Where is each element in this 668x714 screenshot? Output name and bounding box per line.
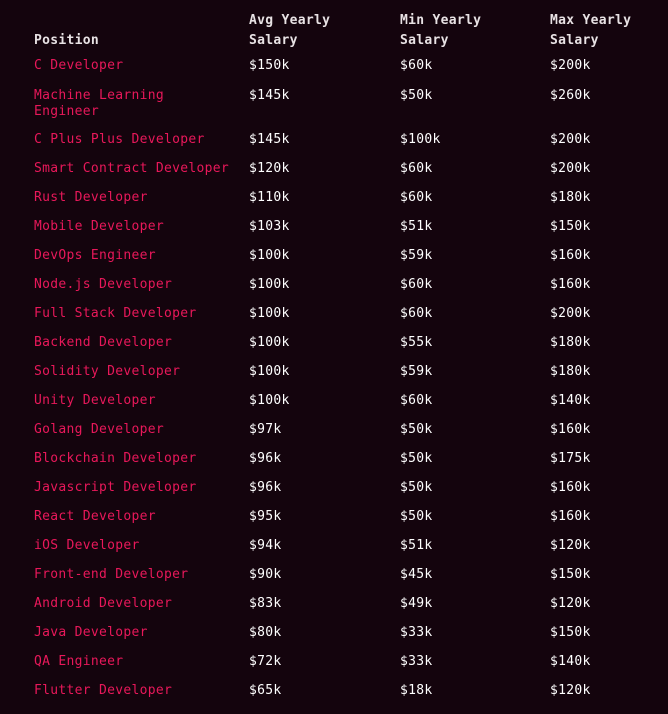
min-salary-cell: $50k	[400, 88, 433, 103]
position-cell[interactable]: Unity Developer	[34, 393, 156, 408]
position-cell[interactable]: Rust Developer	[34, 190, 148, 205]
avg-salary-cell: $94k	[249, 538, 282, 553]
max-salary-cell: $200k	[550, 161, 591, 176]
min-salary-cell: $51k	[400, 538, 433, 553]
table-row	[0, 474, 668, 503]
position-cell[interactable]: Flutter Developer	[34, 683, 173, 698]
header-min-line1: Min Yearly	[400, 13, 482, 28]
max-salary-cell: $175k	[550, 451, 591, 466]
position-cell[interactable]: Backend Developer	[34, 335, 173, 350]
avg-salary-cell: $72k	[249, 654, 282, 669]
table-row	[0, 126, 668, 155]
max-salary-cell: $160k	[550, 422, 591, 437]
max-salary-cell: $150k	[550, 219, 591, 234]
avg-salary-cell: $96k	[249, 451, 282, 466]
min-salary-cell: $51k	[400, 219, 433, 234]
header-min-line2: Salary	[400, 33, 449, 48]
position-cell[interactable]: Golang Developer	[34, 422, 165, 437]
table-row	[0, 155, 668, 184]
table-row	[0, 300, 668, 329]
header-max-salary	[550, 11, 631, 51]
position-cell[interactable]: iOS Developer	[34, 538, 140, 553]
max-salary-cell: $160k	[550, 248, 591, 263]
max-salary-cell: $200k	[550, 132, 591, 147]
min-salary-cell: $55k	[400, 335, 433, 350]
header-max-line2: Salary	[550, 33, 599, 48]
table-row	[0, 358, 668, 387]
table-row	[0, 648, 668, 677]
avg-salary-cell: $97k	[249, 422, 282, 437]
table-header	[0, 0, 668, 52]
avg-salary-cell: $145k	[249, 88, 290, 103]
min-salary-cell: $59k	[400, 248, 433, 263]
position-cell[interactable]: Android Developer	[34, 596, 173, 611]
min-salary-cell: $50k	[400, 480, 433, 495]
position-cell[interactable]: Mobile Developer	[34, 219, 165, 234]
max-salary-cell: $200k	[550, 306, 591, 321]
table-row	[0, 329, 668, 358]
min-salary-cell: $60k	[400, 190, 433, 205]
table-row	[0, 590, 668, 619]
table-row	[0, 561, 668, 590]
avg-salary-cell: $110k	[249, 190, 290, 205]
min-salary-cell: $100k	[400, 132, 441, 147]
min-salary-cell: $60k	[400, 161, 433, 176]
table-row	[0, 52, 668, 82]
header-position	[34, 31, 99, 51]
min-salary-cell: $60k	[400, 58, 433, 73]
header-avg-salary	[249, 11, 330, 51]
max-salary-cell: $160k	[550, 480, 591, 495]
avg-salary-cell: $120k	[249, 161, 290, 176]
header-avg-line2: Salary	[249, 33, 298, 48]
avg-salary-cell: $100k	[249, 277, 290, 292]
max-salary-cell: $150k	[550, 567, 591, 582]
table-row	[0, 213, 668, 242]
table-row	[0, 82, 668, 126]
min-salary-cell: $33k	[400, 625, 433, 640]
min-salary-cell: $49k	[400, 596, 433, 611]
min-salary-cell: $33k	[400, 654, 433, 669]
table-row	[0, 271, 668, 300]
table-row	[0, 184, 668, 213]
min-salary-cell: $60k	[400, 393, 433, 408]
avg-salary-cell: $103k	[249, 219, 290, 234]
table-row	[0, 416, 668, 445]
avg-salary-cell: $100k	[249, 248, 290, 263]
avg-salary-cell: $100k	[249, 335, 290, 350]
max-salary-cell: $120k	[550, 683, 591, 698]
avg-salary-cell: $95k	[249, 509, 282, 524]
header-min-salary	[400, 11, 481, 51]
min-salary-cell: $18k	[400, 683, 433, 698]
avg-salary-cell: $65k	[249, 683, 282, 698]
min-salary-cell: $45k	[400, 567, 433, 582]
max-salary-cell: $180k	[550, 190, 591, 205]
avg-salary-cell: $100k	[249, 364, 290, 379]
max-salary-cell: $140k	[550, 654, 591, 669]
position-cell[interactable]: Front-end Developer	[34, 567, 189, 582]
min-salary-cell: $50k	[400, 509, 433, 524]
min-salary-cell: $59k	[400, 364, 433, 379]
header-avg-line1: Avg Yearly	[249, 13, 331, 28]
min-salary-cell: $60k	[400, 306, 433, 321]
max-salary-cell: $260k	[550, 88, 591, 103]
position-cell[interactable]: DevOps Engineer	[34, 248, 156, 263]
avg-salary-cell: $96k	[249, 480, 282, 495]
max-salary-cell: $180k	[550, 335, 591, 350]
table-body	[0, 52, 668, 706]
position-cell[interactable]: Java Developer	[34, 625, 148, 640]
table-row	[0, 445, 668, 474]
position-cell[interactable]: React Developer	[34, 509, 156, 524]
position-cell[interactable]: Solidity Developer	[34, 364, 181, 379]
min-salary-cell: $50k	[400, 451, 433, 466]
max-salary-cell: $160k	[550, 277, 591, 292]
avg-salary-cell: $100k	[249, 393, 290, 408]
position-cell[interactable]: Machine Learning Engineer	[34, 88, 165, 119]
table-row	[0, 532, 668, 561]
min-salary-cell: $50k	[400, 422, 433, 437]
avg-salary-cell: $100k	[249, 306, 290, 321]
max-salary-cell: $120k	[550, 596, 591, 611]
table-row	[0, 677, 668, 706]
position-cell[interactable]: C Developer	[34, 58, 124, 73]
header-position-label: Position	[34, 33, 100, 48]
max-salary-cell: $150k	[550, 625, 591, 640]
max-salary-cell: $140k	[550, 393, 591, 408]
table-row	[0, 503, 668, 532]
max-salary-cell: $120k	[550, 538, 591, 553]
avg-salary-cell: $145k	[249, 132, 290, 147]
position-cell[interactable]: Blockchain Developer	[34, 451, 197, 466]
avg-salary-cell: $80k	[249, 625, 282, 640]
max-salary-cell: $200k	[550, 58, 591, 73]
position-cell[interactable]: Javascript Developer	[34, 480, 197, 495]
table-row	[0, 242, 668, 271]
header-max-line1: Max Yearly	[550, 13, 632, 28]
max-salary-cell: $180k	[550, 364, 591, 379]
position-cell[interactable]: Full Stack Developer	[34, 306, 197, 321]
min-salary-cell: $60k	[400, 277, 433, 292]
position-cell[interactable]: QA Engineer	[34, 654, 124, 669]
position-cell[interactable]: Smart Contract Developer	[34, 161, 230, 176]
table-row	[0, 387, 668, 416]
position-cell[interactable]: Node.js Developer	[34, 277, 173, 292]
avg-salary-cell: $90k	[249, 567, 282, 582]
avg-salary-cell: $150k	[249, 58, 290, 73]
table-row	[0, 619, 668, 648]
position-cell[interactable]: C Plus Plus Developer	[34, 132, 205, 147]
max-salary-cell: $160k	[550, 509, 591, 524]
avg-salary-cell: $83k	[249, 596, 282, 611]
